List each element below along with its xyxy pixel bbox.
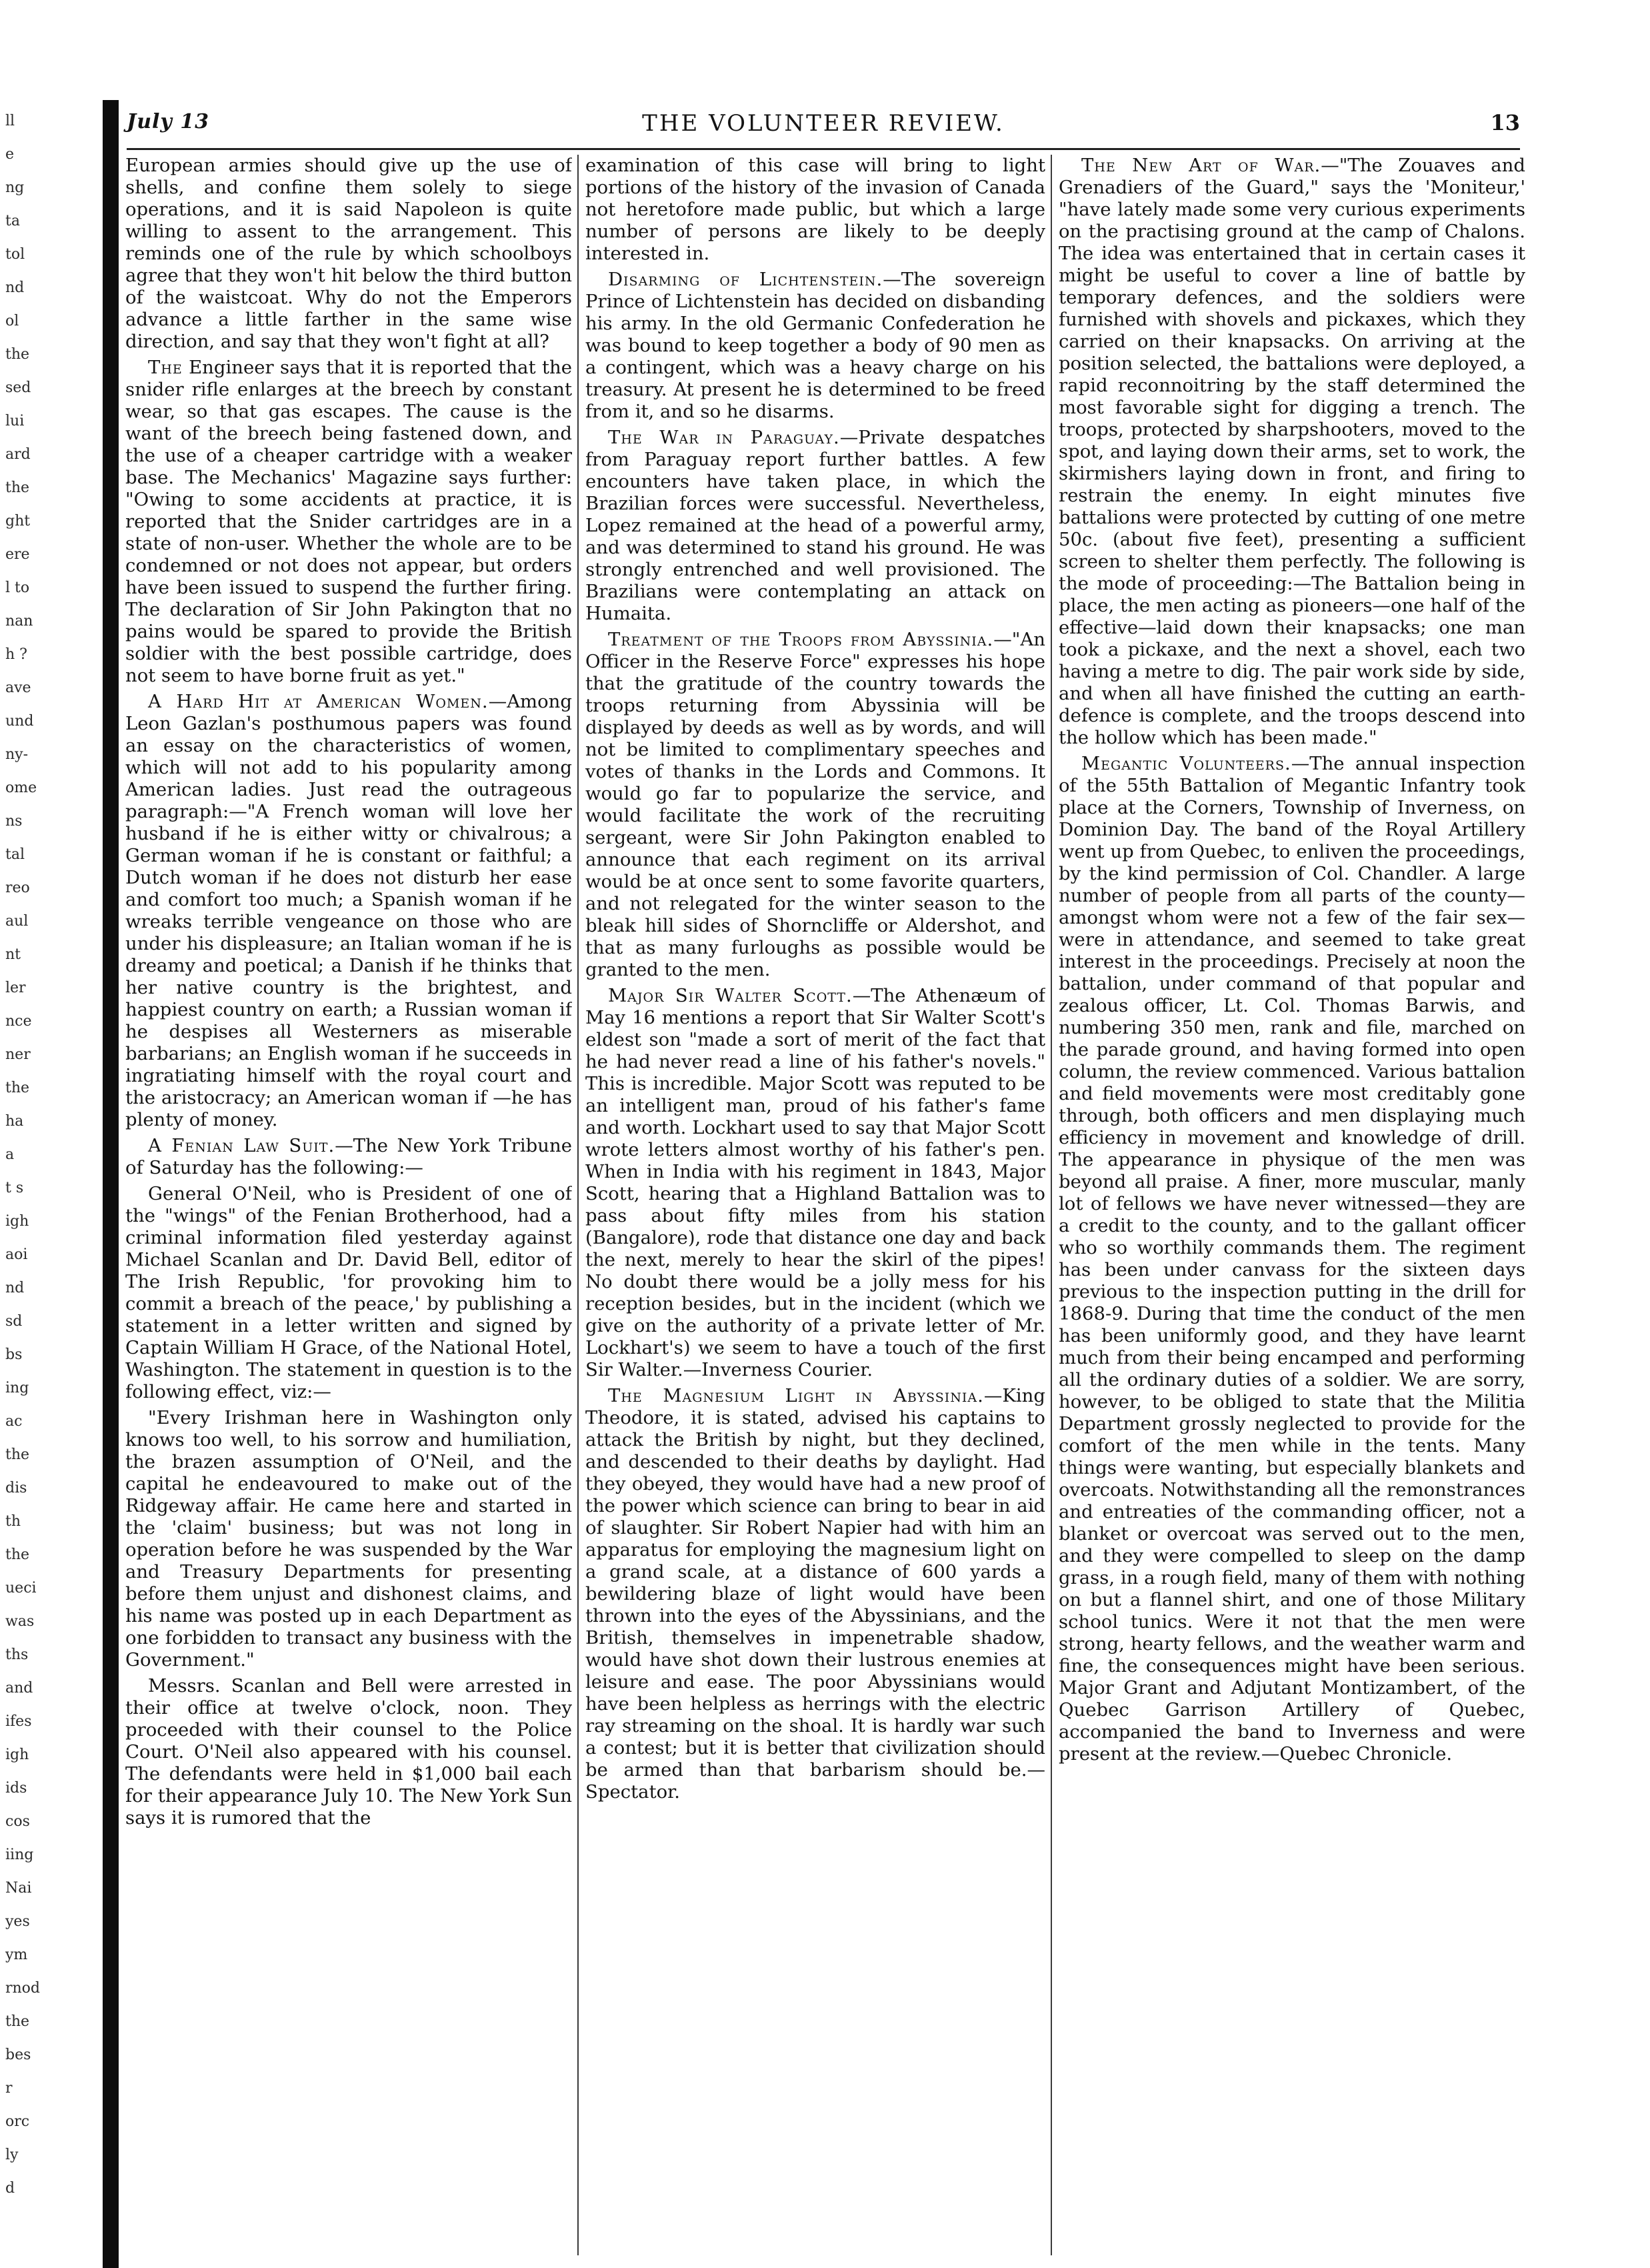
margin-fragment: tal: [5, 846, 25, 863]
article-paragraph: [1059, 753, 1525, 1765]
margin-fragment: ths: [5, 1646, 29, 1663]
article-paragraph: [585, 427, 1045, 625]
margin-fragment: sd: [5, 1313, 23, 1330]
article-heading: Major Sir Walter Scott.: [608, 985, 853, 1006]
column-3: [1059, 155, 1525, 2242]
margin-fragment: lui: [5, 413, 25, 429]
article-paragraph: [125, 1135, 572, 1179]
article-paragraph: [585, 985, 1045, 1381]
margin-fragment: h ?: [5, 646, 27, 663]
margin-fragment: ol: [5, 313, 19, 329]
margin-fragment: rnod: [5, 1980, 41, 1997]
margin-fragment: the: [5, 479, 30, 496]
margin-fragment: and: [5, 1680, 33, 1696]
margin-fragment: igh: [5, 1747, 29, 1763]
article-paragraph: European armies should give up the use of shells, and confine them solely to siege operations, and it is said Napoleon is quite willing to assent to the arrangement. This reminds one of the rule by which schoolboys agree that they won't hit below the third button of the waistcoat. Why do not the Emperors advance a little farther in the same wise direction, and say that they won't fight at all?: [125, 155, 572, 352]
previous-page-fragments: [0, 100, 93, 2268]
margin-fragment: nan: [5, 613, 33, 630]
page-header: [127, 110, 1520, 150]
margin-fragment: nt: [5, 946, 21, 963]
margin-fragment: ac: [5, 1413, 23, 1430]
margin-fragment: a: [5, 1146, 15, 1163]
margin-fragment: ll: [5, 113, 15, 129]
article-text: —Among Leon Gazlan's posthumous papers was found an essay on the characteristics of women, which will not add to his popularity among American ladies. Just read the outrageous paragraph:—"A French woman will love her husband if he is either witty or chivalrous; a German woman if he is constant or faithful; a Dutch woman if he does not disturb her ease and comfort too much; a Spanish woman if he wreaks terrible vengeance on those who are under his displeasure; an Italian woman if he is dreamy and poetical; a Danish if he thinks that her native country is the brightest, and happiest country on earth; a Russian woman if he despises all Westerners as miserable barbarians; an English woman if he succeeds in ingratiating himself with the royal court and the aristocracy; an American woman if —he has plenty of money.: [125, 691, 572, 1130]
margin-fragment: igh: [5, 1213, 29, 1230]
margin-fragment: ta: [5, 213, 20, 229]
page-number: 13: [1490, 110, 1520, 135]
article-heading: The War in Paraguay.: [608, 427, 840, 448]
article-text: —The Athenæum of May 16 mentions a report that Sir Walter Scott's eldest son "made a sort of merit of the fact that he had never read a line of his father's novels." This is incredible. Major Scott was reputed to be an intelligent man, proud of his father's fame and worth. Lockhart used to say that Major Scott wrote letters almost worthy of his father's pen. When in India with his regiment in 1843, Major Scott, hearing that a Highland Battalion was to pass about fifty miles from his station (Bangalore), rode that distance one day and back the next, merely to hear the skirl of the pipes! No doubt there would be a jolly mess for his reception besides, but in the incident (which we give on the authority of a private letter of Mr. Lockhart's) we seem to have a touch of the first Sir Walter.—Inverness Courier.: [585, 985, 1045, 1380]
margin-fragment: ard: [5, 446, 31, 463]
header-date: July 13: [127, 110, 210, 133]
margin-fragment: the: [5, 1546, 30, 1563]
margin-fragment: reo: [5, 880, 30, 896]
article-paragraph: [1059, 155, 1525, 749]
header-title: THE VOLUNTEER REVIEW.: [642, 110, 1005, 137]
article-paragraph: Messrs. Scanlan and Bell were arrested in their office at twelve o'clock, noon. They proceeded with their counsel to the Police Court. O'Neil also appeared with his counsel. The defendants were held in $1,000 bail each for their appearance July 10. The New York Sun says it is rumored that the: [125, 1675, 572, 1829]
margin-fragment: d: [5, 2180, 15, 2197]
column-2: [585, 155, 1045, 2242]
article-text: —Private despatches from Paraguay report further battles. A few encounters have taken place, in which the Brazilian forces were successful. Nevertheless, Lopez remained at the head of a powerful army, and was determined to stand his ground. He was strongly entrenched and well provisioned. The Brazilians were contemplating an attack on Humaita.: [585, 427, 1045, 624]
margin-fragment: e: [5, 146, 15, 163]
article-heading: The New Art of War.: [1081, 155, 1321, 176]
margin-fragment: t s: [5, 1180, 24, 1196]
article-heading: Disarming of Lichtenstein.: [608, 269, 883, 290]
article-heading: The Magnesium Light in Abyssinia.: [608, 1385, 984, 1406]
margin-fragment: ere: [5, 546, 30, 563]
article-text: —"An Officer in the Reserve Force" expresses his hope that the gratitude of the country towards the troops returning from Abyssinia will be displayed by deeds as well as by words, and will not be limited to complimentary speeches and votes of thanks in the Lords and Commons. It would go far to popularize the service, and would facilitate the work of the recruiting sergeant, were Sir John Pakington enabled to announce that each regiment on its arrival would be at once sent to some favorite quarters, and not relegated for the winter season to the bleak hill sides of Shorncliffe or Aldershot, and that as many furloughs as possible would be granted to the men.: [585, 629, 1045, 980]
binding-shadow: [103, 100, 119, 2268]
margin-fragment: ler: [5, 980, 26, 996]
article-text: Engineer says that it is reported that the snider rifle enlarges at the breech by constant wear, so that gas escapes. The cause is the want of the breech being fastened down, and the use of a cheaper cartridge with a weaker base. The Mechanics' Magazine says further: "Owing to some accidents at practice, it is reported that the Snider cartridges are in a state of non-user. Whether the whole are to be condemned or not does not appear, but orders have been issued to suspend the further firing. The declaration of Sir John Pakington that no pains would be spared to provide the British soldier with the best possible cartridge, does not seem to have borne fruit as yet.": [125, 357, 572, 686]
margin-fragment: ny-: [5, 746, 29, 763]
margin-fragment: ng: [5, 179, 25, 196]
article-paragraph: General O'Neil, who is President of one of the "wings" of the Fenian Brotherhood, had a criminal information filed yesterday against Michael Scanlan and Dr. David Bell, editor of The Irish Republic, 'for provoking him to commit a breach of the peace,' by publishing a statement in a letter written and signed by Captain William H Grace, of the National Hotel, Washington. The statement in question is to the following effect, viz:—: [125, 1183, 572, 1402]
article-heading: A Fenian Law Suit.: [148, 1135, 335, 1156]
margin-fragment: l to: [5, 580, 30, 596]
margin-fragment: r: [5, 2080, 13, 2097]
margin-fragment: ifes: [5, 1713, 32, 1730]
margin-fragment: iing: [5, 1847, 34, 1863]
margin-fragment: th: [5, 1513, 21, 1530]
margin-fragment: orc: [5, 2113, 30, 2130]
article-heading: Megantic Volunteers.: [1081, 753, 1291, 774]
margin-fragment: ueci: [5, 1580, 37, 1596]
margin-fragment: nce: [5, 1013, 32, 1030]
article-paragraph: [585, 1385, 1045, 1803]
article-lead: The: [148, 357, 183, 378]
margin-fragment: aul: [5, 913, 29, 930]
header-rule: [127, 148, 1520, 150]
article-paragraph: [585, 269, 1045, 423]
column-1: [125, 155, 572, 2242]
margin-fragment: yes: [5, 1913, 30, 1930]
margin-fragment: ly: [5, 2147, 19, 2163]
margin-fragment: the: [5, 1446, 30, 1463]
margin-fragment: cos: [5, 1813, 30, 1830]
article-text: —The annual inspection of the 55th Battalion of Megantic Infantry took place at the Corners, Township of Inverness, on Dominion Day. The band of the Royal Artillery went up from Quebec, to enliven the proceedings, by the kind permission of Col. Chandler. A large number of people from all parts of the county—amongst whom were not a few of the fair sex—were in attendance, and seemed to take great interest in the proceedings. Precisely at noon the battalion, under command of that popular and zealous officer, Lt. Col. Thomas Barwis, and numbering 350 men, rank and file, marched on the parade ground, and having formed into open column, the review commenced. Various battalion and field movements were most creditably gone through, both officers and men displaying much efficiency in movement and knowledge of drill. The appearance in physique of the men was beyond all praise. A finer, more muscular, manly lot of fellows we have never witnessed—they are a credit to the county, and to the gallant officer who so worthily commands them. The regiment has been under canvass for the sixteen days previous to the inspection putting in the drill for 1868-9. During that time the conduct of the men has been uniformly good, and they have learnt much from their being encamped and performing all the ordinary duties of a soldier. We are sorry, however, to be obliged to state that the Militia Department grossly neglected to provide for the comfort of the men while in the tents. Many things were wanting, but especially blankets and overcoats. Notwithstanding all the remonstrances and entreaties of the commanding officer, not a blanket or overcoat was served out to the men, and they were compelled to sleep on the damp grass, in a rough field, many of them with nothing on but a flannel shirt, and one of those Military school tunics. Were it not that the men were strong, hearty fellows, and the weather warm and fine, the consequences might have been serious. Major Grant and Adjutant Montizambert, of the Quebec Garrison Artillery of Quebec, accompanied the band to Inverness and were present at the review.—Quebec Chronicle.: [1059, 753, 1525, 1765]
margin-fragment: bs: [5, 1346, 23, 1363]
margin-fragment: ns: [5, 813, 23, 830]
column-rule: [577, 155, 579, 2255]
margin-fragment: ids: [5, 1780, 27, 1797]
column-rule: [1051, 155, 1052, 2255]
margin-fragment: ym: [5, 1947, 28, 1963]
margin-fragment: ght: [5, 513, 31, 529]
margin-fragment: und: [5, 713, 34, 730]
article-text: —King Theodore, it is stated, advised his captains to attack the British by night, but they declined, and descended to their deaths by daylight. Had they obeyed, they would have had a new proof of the power which science can bring to bear in aid of slaughter. Sir Robert Napier had with him an apparatus for employing the magnesium light on a grand scale, at a distance of 600 yards a bewildering blaze of light would have been thrown into the eyes of the Abyssinians, and the British, themselves in impenetrable shadow, would have shot down their lustrous enemies at leisure and ease. The poor Abyssinians would have been helpless as herrings with the electric ray streaming on the shoal. It is hardly war such a contest; but it is better that civilization should be armed than that barbarism should be.—Spectator.: [585, 1385, 1045, 1803]
article-text: —The sovereign Prince of Lichtenstein has decided on disbanding his army. In the old Germanic Confederation he was bound to keep together a body of 90 men as a contingent, which was a heavy charge on his treasury. At present he is determined to be freed from it, and so he disarms.: [585, 269, 1045, 422]
article-text: —"The Zouaves and Grenadiers of the Guard," says the 'Moniteur,' "have lately made some very curious experiments on the practising ground at the camp of Chalons. The idea was entertained that in certain cases it might be useful to cover a line of battle by temporary defences, and the soldiers were furnished with shovels and pickaxes, which they carried on their knapsacks. On arriving at the position selected, the battalions were deployed, a rapid reconnoitring by the staff determined the most favorable sight for digging a trench. The troops, protected by sharpshooters, moved to the spot, and laying down their arms, set to work, the skirmishers laying down in front, and firing to restrain the enemy. In eight minutes five battalions were protected by cutting of one metre 50c. (about five feet), presenting a sufficient screen to shelter them perfectly. The following is the mode of proceeding:—The Battalion being in place, the men acting as pioneers—one half of the effective—laid down their knapsacks; one man took a pickaxe, and the next a shovel, each two having a metre to dig. The pair work side by side, and when all have finished the cutting an earth-defence is complete, and the troops descend into the hollow which has been made.": [1059, 155, 1525, 748]
margin-fragment: ome: [5, 780, 37, 796]
margin-fragment: nd: [5, 1280, 25, 1296]
margin-fragment: the: [5, 1080, 30, 1096]
margin-fragment: was: [5, 1613, 35, 1630]
margin-fragment: tol: [5, 246, 25, 263]
margin-fragment: ave: [5, 680, 31, 696]
article-paragraph: [585, 629, 1045, 981]
margin-fragment: bes: [5, 2047, 31, 2063]
margin-fragment: nd: [5, 279, 25, 296]
quoted-paragraph: "Every Irishman here in Washington only knows too well, to his sorrow and humiliation, the brazen assumption of O'Neil, and the capital he endeavoured to make out of the Ridgeway affair. He came here and started in the 'claim' business; but was not long in operation before he was suspended by the War and Treasury Departments for presenting before them unjust and dishonest claims, and his name was posted up in each Department as one forbidden to transact any business with the Government.": [125, 1407, 572, 1670]
margin-fragment: ha: [5, 1113, 24, 1130]
article-paragraph: [125, 357, 572, 687]
margin-fragment: sed: [5, 379, 31, 396]
article-heading: A Hard Hit at American Women.: [148, 691, 489, 712]
article-paragraph: examination of this case will bring to light portions of the history of the invasion of Canada not heretofore made public, but which a large number of persons are likely to be deeply interested in.: [585, 155, 1045, 264]
margin-fragment: ner: [5, 1046, 31, 1063]
article-heading: Treatment of the Troops from Abyssinia.: [608, 629, 994, 650]
margin-fragment: the: [5, 2013, 30, 2030]
margin-fragment: the: [5, 346, 30, 363]
margin-fragment: Nai: [5, 1880, 32, 1897]
margin-fragment: aoi: [5, 1246, 28, 1263]
margin-fragment: ing: [5, 1380, 29, 1396]
margin-fragment: dis: [5, 1480, 27, 1496]
article-text: —The New York Tribune of Saturday has the following:—: [125, 1135, 572, 1178]
article-paragraph: [125, 691, 572, 1131]
